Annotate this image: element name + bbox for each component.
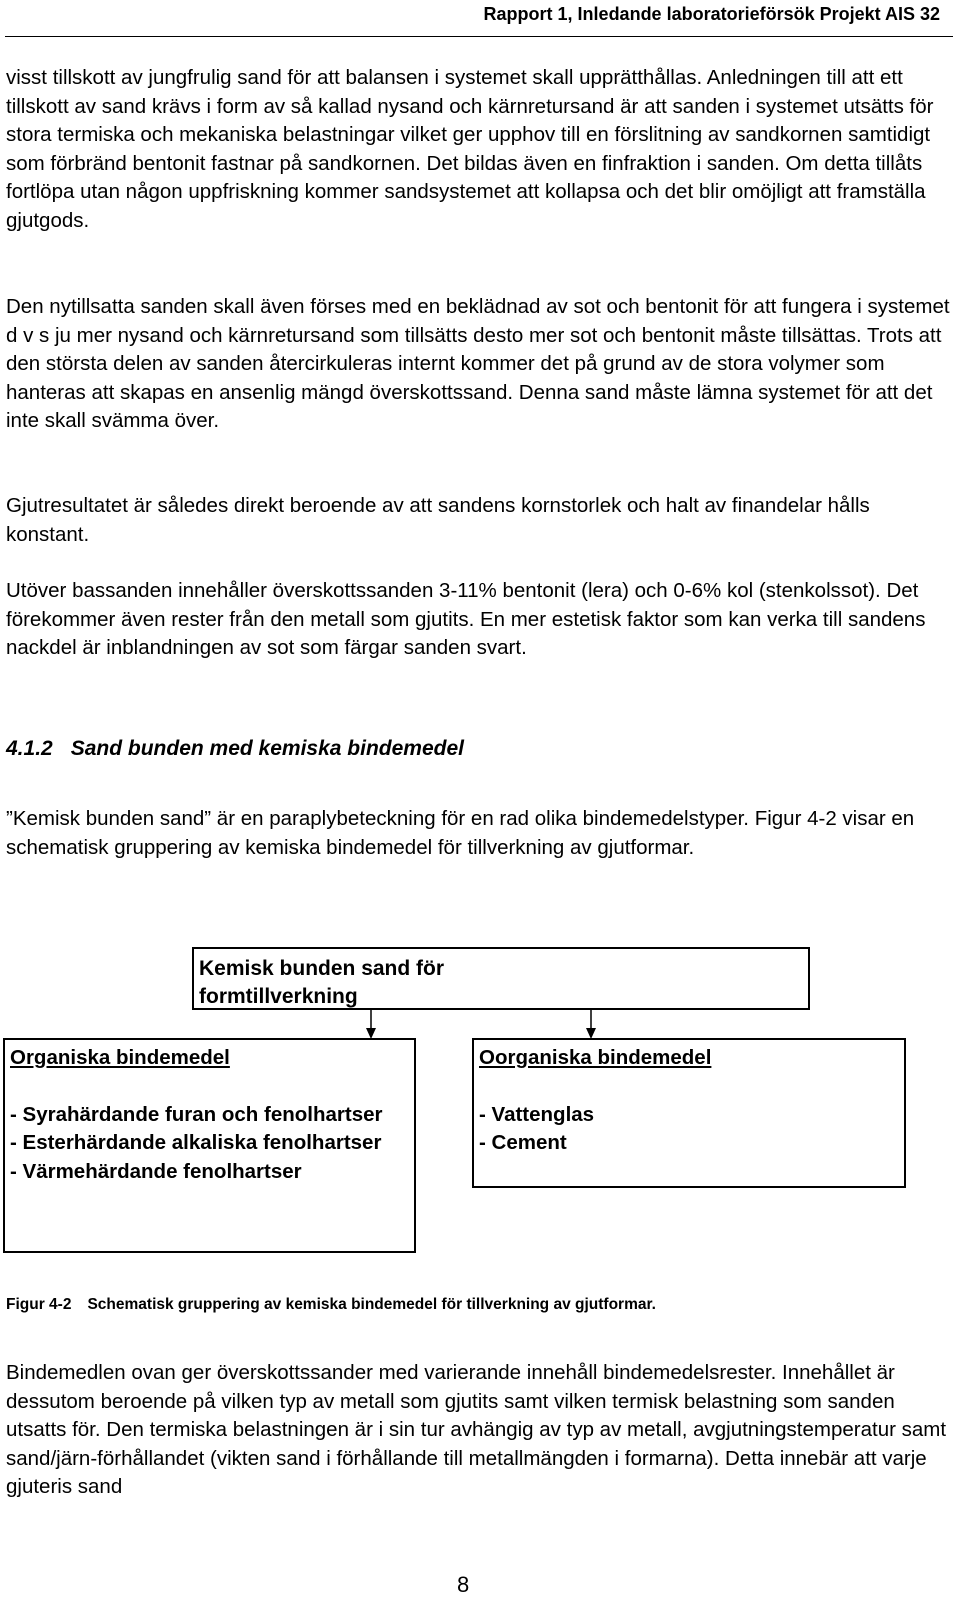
figure-label: Figur 4-2 <box>6 1296 72 1313</box>
paragraph-text: Den nytillsatta sanden skall även förses med en beklädnad av sot och bentonit för att fungera i systemet d v s ju mer nysand och kärnretursand som tillsätts desto mer sot och bentonit måste tillsättas. Trots att den största delen av sanden återcirkuleras internt kommer det på grund av de stora volymer som hanteras att skapas en ansenlig mängd överskottssand. Denna sand måste lämna systemet för att det inte skall svämma över. <box>6 295 950 432</box>
arrow-down-left-icon <box>362 1010 382 1040</box>
organic-binder-item: - Esterhärdande alkaliska fenolhartser <box>10 1131 382 1154</box>
inorganic-binders-title: Oorganiska bindemedel <box>479 1046 712 1069</box>
paragraph-casting-result <box>6 492 952 549</box>
paragraph-coating <box>6 293 952 436</box>
figure-caption <box>6 1296 656 1314</box>
paragraph-text: ”Kemisk bunden sand” är en paraplybeteckning för en rad olika bindemedelstyper. Figur 4-2 visar en schematisk gruppering av kemiska bindemedel för tillverkning av gjutformar. <box>6 807 915 859</box>
diagram-root-label: Kemisk bunden sand för formtillverkning <box>199 957 445 1008</box>
paragraph-text: Gjutresultatet är således direkt beroende av att sandens kornstorlek och halt av finandelar hålls konstant. <box>6 494 870 546</box>
arrow-down-right-icon <box>582 1010 602 1040</box>
section-heading <box>6 737 464 761</box>
paragraph-excess-sand-content <box>6 577 952 663</box>
organic-binder-item: - Värmehärdande fenolhartser <box>10 1159 302 1183</box>
inorganic-binder-item: - Vattenglas <box>479 1102 595 1126</box>
diagram-organic-box <box>3 1038 416 1253</box>
paragraph-text: visst tillskott av jungfrulig sand för att balansen i systemet skall upprätthållas. Anledningen till att ett tillskott av sand krävs i form av så kallad nysand och kärnretursand är att sanden i systemet utsätts för stora termiska och mekaniska belastningar vilket ger upphov till en förslitning av sandkornen samtidigt som förbränd bentonit fastnar på sandkornen. Det bildas även en finfraktion i sanden. Om detta tillåts fortlöpa utan någon uppfriskning kommer sandsystemet att kollapsa och det blir omöjligt att framställa gjutgods. <box>6 66 934 232</box>
paragraph-sand-replenishment <box>6 64 952 235</box>
paragraph-binder-residues <box>6 1359 952 1502</box>
organic-binders-title: Organiska bindemedel <box>10 1046 230 1069</box>
section-number: 4.1.2 <box>6 737 53 760</box>
diagram-inorganic-box <box>472 1038 906 1188</box>
paragraph-text: Utöver bassanden innehåller överskottssanden 3-11% bentonit (lera) och 0-6% kol (stenkolssot). Det förekommer även rester från den metall som gjutits. En mer estetisk faktor som kan verka till sandens nackdel är inblandningen av sot som färgar sanden svart. <box>6 579 926 659</box>
inorganic-binder-item: - Cement <box>479 1131 567 1154</box>
page-header: Rapport 1, Inledande laboratorieförsök Projekt AIS 32 <box>483 4 940 24</box>
paragraph-chemical-sand-intro <box>6 805 952 862</box>
header-rule <box>5 36 953 37</box>
paragraph-text: Bindemedlen ovan ger överskottssander med varierande innehåll bindemedelsrester. Innehållet är dessutom beroende på vilken typ av metall som gjutits samt vilken termisk belastning som sanden utsatts för. Den termiska belastningen är i sin tur avhängig av typ av metall, avgjutningstemperatur samt sand/järn-förhållandet (vikten sand i förhållande till metallmängden i formarna). Detta innebär att varje gjuteris sand <box>6 1361 947 1498</box>
figure-caption-text: Schematisk gruppering av kemiska bindemedel för tillverkning av gjutformar. <box>87 1296 656 1313</box>
page-number: 8 <box>457 1572 470 1597</box>
organic-binder-item: - Syrahärdande furan och fenolhartser <box>10 1102 383 1126</box>
diagram-root-box <box>192 947 810 1010</box>
section-title: Sand bunden med kemiska bindemedel <box>70 737 464 760</box>
